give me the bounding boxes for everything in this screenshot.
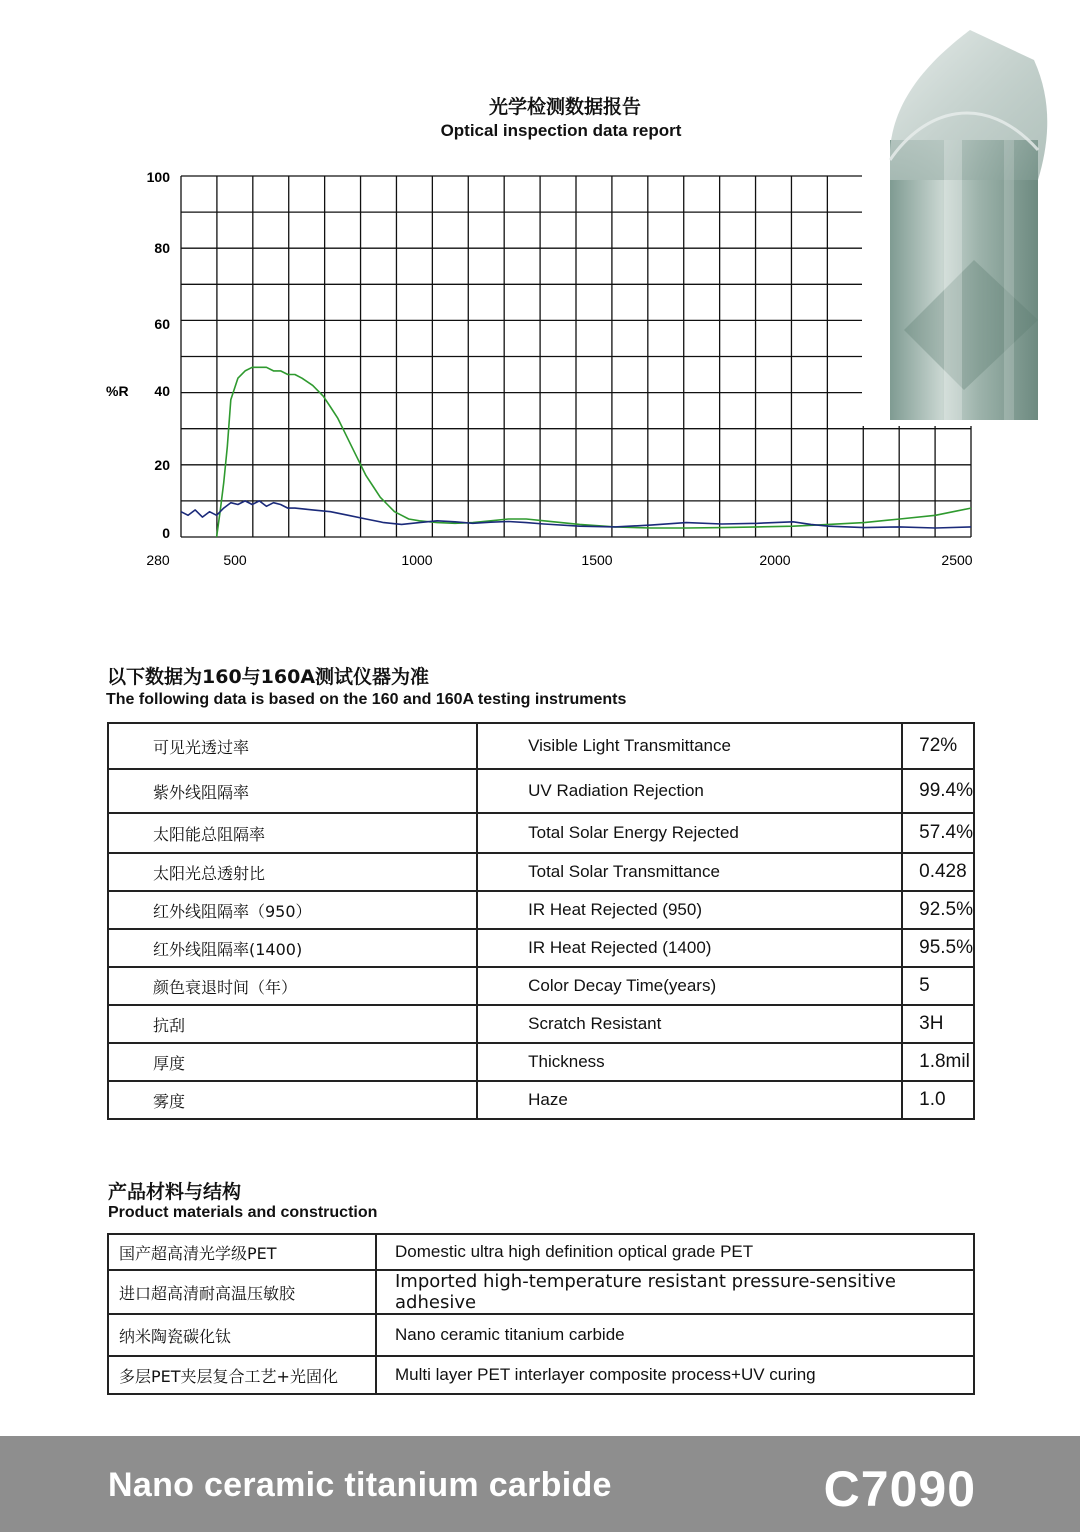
product-name: Nano ceramic titanium carbide bbox=[108, 1466, 612, 1504]
x-tick-label: 2000 bbox=[759, 552, 791, 568]
model-code: C7090 bbox=[823, 1461, 976, 1517]
spec-name-en: Scratch Resistant bbox=[477, 1005, 902, 1043]
table-row bbox=[108, 813, 974, 853]
y-tick-label: 0 bbox=[162, 525, 170, 541]
spec-name-cn: 抗刮 bbox=[108, 1005, 477, 1043]
spec-section-subtitle: The following data is based on the 160 and 160A testing instruments bbox=[106, 691, 627, 708]
material-name-cn: 纳米陶瓷碳化钛 bbox=[108, 1314, 376, 1356]
spec-name-en: IR Heat Rejected (950) bbox=[477, 891, 902, 929]
spec-value: 3H bbox=[902, 1005, 974, 1043]
spec-value: 1.0 bbox=[902, 1081, 974, 1119]
x-tick-label: 280 bbox=[146, 552, 170, 568]
spec-value: 0.428 bbox=[902, 853, 974, 891]
spec-section-title: 以下数据为160与160A测试仪器为准 bbox=[107, 666, 430, 688]
table-row bbox=[108, 891, 974, 929]
spec-name-cn: 雾度 bbox=[108, 1081, 477, 1119]
y-axis-label: %R bbox=[106, 383, 129, 399]
x-tick-label: 1000 bbox=[401, 552, 433, 568]
chart-title: 光学检测数据报告 bbox=[488, 96, 641, 118]
table-row bbox=[108, 1356, 974, 1394]
spec-name-en: IR Heat Rejected (1400) bbox=[477, 929, 902, 967]
spec-name-cn: 颜色衰退时间（年） bbox=[108, 967, 477, 1005]
table-row bbox=[108, 929, 974, 967]
spec-name-cn: 红外线阻隔率（950） bbox=[108, 891, 477, 929]
spec-name-en: Color Decay Time(years) bbox=[477, 967, 902, 1005]
spec-name-en: Visible Light Transmittance bbox=[477, 723, 902, 769]
materials-table bbox=[107, 1233, 975, 1395]
material-name-cn: 国产超高清光学级PET bbox=[108, 1234, 376, 1270]
spec-name-cn: 紫外线阻隔率 bbox=[108, 769, 477, 813]
footer-bar bbox=[0, 1436, 1080, 1532]
chart-subtitle: Optical inspection data report bbox=[440, 121, 682, 140]
spec-name-en: Thickness bbox=[477, 1043, 902, 1081]
spec-name-en: UV Radiation Rejection bbox=[477, 769, 902, 813]
spec-name-cn: 红外线阻隔率(1400) bbox=[108, 929, 477, 967]
spec-value: 5 bbox=[902, 967, 974, 1005]
table-row bbox=[108, 1005, 974, 1043]
film-roll-image bbox=[874, 30, 1054, 422]
spec-value: 57.4% bbox=[902, 813, 974, 853]
y-tick-label: 40 bbox=[154, 383, 170, 399]
table-row bbox=[108, 1314, 974, 1356]
material-name-cn: 多层PET夹层复合工艺+光固化 bbox=[108, 1356, 376, 1394]
table-row bbox=[108, 1081, 974, 1119]
material-name-en: Multi layer PET interlayer composite process+UV curing bbox=[376, 1356, 974, 1394]
material-name-en: Nano ceramic titanium carbide bbox=[376, 1314, 974, 1356]
table-row bbox=[108, 853, 974, 891]
spec-name-cn: 厚度 bbox=[108, 1043, 477, 1081]
table-row bbox=[108, 769, 974, 813]
table-row bbox=[108, 1043, 974, 1081]
spec-name-cn: 可见光透过率 bbox=[108, 723, 477, 769]
y-tick-label: 100 bbox=[146, 169, 170, 185]
y-tick-label: 20 bbox=[154, 457, 170, 473]
material-name-cn: 进口超高清耐高温压敏胶 bbox=[108, 1270, 376, 1314]
spec-name-cn: 太阳光总透射比 bbox=[108, 853, 477, 891]
materials-section-title: 产品材料与结构 bbox=[108, 1181, 242, 1203]
chart-grid bbox=[181, 176, 971, 537]
spec-name-en: Haze bbox=[477, 1081, 902, 1119]
y-tick-label: 80 bbox=[154, 240, 170, 256]
x-tick-label: 500 bbox=[223, 552, 247, 568]
material-name-en: Imported high-temperature resistant pressure-sensitive adhesive bbox=[376, 1270, 974, 1314]
table-row bbox=[108, 723, 974, 769]
spec-table bbox=[107, 722, 975, 1120]
spec-value: 1.8mil bbox=[902, 1043, 974, 1081]
x-tick-label: 2500 bbox=[941, 552, 973, 568]
spec-value: 72% bbox=[902, 723, 974, 769]
spec-name-en: Total Solar Energy Rejected bbox=[477, 813, 902, 853]
spec-value: 99.4% bbox=[902, 769, 974, 813]
table-row bbox=[108, 1270, 974, 1314]
materials-section-subtitle: Product materials and construction bbox=[108, 1204, 378, 1221]
material-name-en: Domestic ultra high definition optical grade PET bbox=[376, 1234, 974, 1270]
spec-name-en: Total Solar Transmittance bbox=[477, 853, 902, 891]
spec-value: 95.5% bbox=[902, 929, 974, 967]
table-row bbox=[108, 1234, 974, 1270]
x-tick-label: 1500 bbox=[581, 552, 613, 568]
y-tick-label: 60 bbox=[154, 316, 170, 332]
spec-name-cn: 太阳能总阻隔率 bbox=[108, 813, 477, 853]
spec-value: 92.5% bbox=[902, 891, 974, 929]
table-row bbox=[108, 967, 974, 1005]
